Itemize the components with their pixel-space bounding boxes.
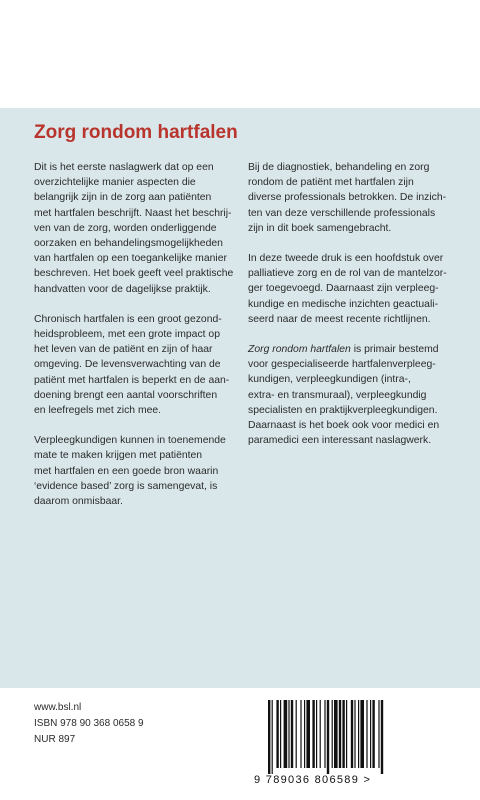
publisher-url: www.bsl.nl (34, 702, 82, 713)
book-title: Zorg rondom hartfalen (34, 122, 238, 143)
left-column (34, 160, 239, 524)
right-paragraph-3-text: is primair bestemd voor gespecialiseerde hartfalenverpleeg- kundigen, verpleegkundigen (intra-, extra- en transmuraal), verpleegkundig specialisten en praktijkverpleegkundigen. Daarnaast is het boek ook voor medici en paramedici een interessant naslagwerk. (248, 344, 440, 447)
isbn-text: ISBN 978 90 368 0658 9 (34, 718, 144, 729)
barcode-box (254, 694, 450, 794)
barcode-icon (264, 698, 424, 774)
nur-text: NUR 897 (34, 734, 76, 745)
right-paragraph-1: Bij de diagnostiek, behandeling en zorg rondom de patiënt met hartfalen zijn diverse professionals betrokken. De inzich- ten van deze verschillende professionals zijn in dit boek samengebracht. (248, 162, 447, 234)
cover-top-band (0, 0, 480, 108)
left-paragraph-3: Verpleegkundigen kunnen in toenemende mate te maken krijgen met patiënten met hartfalen en een goede bron waarin ‘evidence based’ zorg is samengevat, is daarom onmisbaar. (34, 435, 226, 508)
imprint (34, 700, 144, 748)
right-paragraph-2: In deze tweede druk is een hoofdstuk over palliatieve zorg en de rol van de mantelzor- ger toegevoegd. Daarnaast zijn verpleeg- kundige en medische inzichten geactuali- seerd naar de meest recente richtlijnen. (248, 253, 447, 325)
book-title-italic: Zorg rondom hartfalen (248, 344, 351, 356)
barcode-number: 9 789036 806589 > (254, 774, 372, 786)
right-column (248, 160, 460, 463)
left-paragraph-2: Chronisch hartfalen is een groot gezond- heidsprobleem, met een grote impact op het leven van de patiënt en zijn of haar omgeving. De levensverwachting van de patiënt met hartfalen is beperkt en de aan- doening brengt een aantal voorschriften en leefregels met zich mee. (34, 313, 230, 417)
left-paragraph-1: Dit is het eerste naslagwerk dat op een overzichtelijke manier aspecten die belangrijk zijn in de zorg aan patiënten met hartfalen beschrijft. Naast het beschrij- ven van de zorg, worden onderliggende oorzaken en behandelingsmogelijkheden van hartfalen op een toegankelijke manier beschreven. Het boek geeft veel praktische handvatten voor de dagelijkse praktijk. (34, 162, 234, 295)
right-paragraph-3 (248, 342, 460, 448)
